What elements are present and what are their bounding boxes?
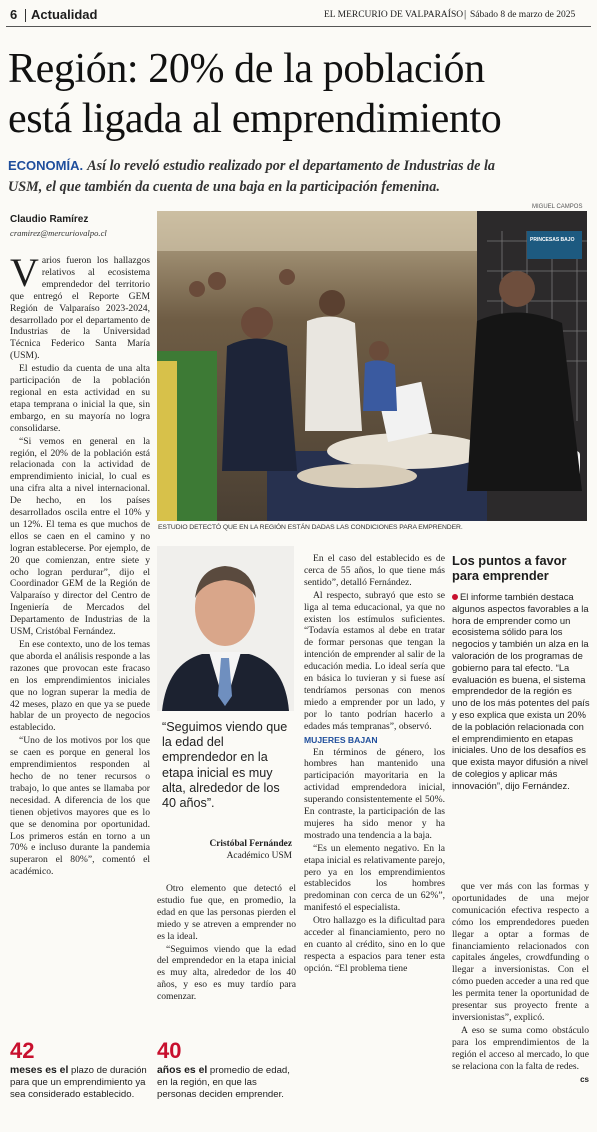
stat-description: plazo de duración para que un emprendimiento ya sea considerado establecido. <box>10 1065 147 1100</box>
deck-kicker: ECONOMÍA. <box>8 158 84 173</box>
sidebar-paragraph: El informe también destaca algunos aspectos favorables a la hora de emprender como un ecosistema sólido para los negocios y también un alza en la valoración de los programas de gobierno para tal efecto. “La evaluación es buena, el sistema emprendedor de la región es uno de los más potentes del país y eso explica que exista un 20% de la población relacionada con el emprendimiento en etapas iniciales. Uno de los desafíos es que exista mayor difusión a nivel de colegios y aplicar más innovación”, dijo Fernández. <box>452 591 590 791</box>
quote-role: Académico USM <box>226 851 292 861</box>
sidebar-title-line-2: para emprender <box>452 568 549 583</box>
market-scene-image <box>157 211 587 521</box>
photo-credit: MIGUEL CAMPOS <box>532 204 583 210</box>
stat-box-1 <box>10 1040 150 1101</box>
column-4-lower <box>452 881 589 1085</box>
sidebar-bullet <box>452 594 458 600</box>
page-number: 6 <box>10 7 18 22</box>
issue-date: Sábado 8 de marzo de 2025 <box>470 10 576 20</box>
column-2-lower <box>157 883 296 1004</box>
stat-box-2 <box>157 1040 297 1101</box>
col1-paragraph-2: El estudio da cuenta de una alta participación de la población regional en esta actividad en su etapa temprana o inicial la que, sin embargo, en su mayoría no logra consolidarse. <box>10 363 150 434</box>
deck-line-2: USM, el que también da cuenta de una baja en la participación femenina. <box>8 179 440 195</box>
portrait-photo <box>157 546 294 711</box>
pull-quote: “Seguimos viendo que la edad del emprendedor en la etapa inicial es muy alta, alrededor de los 40 años”. <box>162 720 288 811</box>
col2-paragraph-1: Otro elemento que detectó el estudio fue que, en promedio, la edad en que las personas pierden el miedo y se atreven a emprender no es la ideal. <box>157 883 296 942</box>
headline-line-2: está ligada al emprendimiento <box>8 96 502 142</box>
subhead-women: MUJERES BAJAN <box>304 734 378 745</box>
quote-author: Cristóbal Fernández <box>209 839 292 849</box>
col1-paragraph-4: En ese contexto, uno de los temas que aborda el análisis responde a las razones que provocan este fracaso en los emprendimientos iniciales que no logran superar la media de 42 meses, plazo en que ya se puede hablar de un proyecto de negocios establecido. <box>10 639 150 734</box>
headline <box>8 44 592 144</box>
stat-bold-label: años es el <box>157 1065 208 1076</box>
photo-caption: ESTUDIO DETECTÓ QUE EN LA REGIÓN ESTÁN DADAS LAS CONDICIONES PARA EMPRENDER. <box>158 524 463 531</box>
main-photo <box>157 211 587 521</box>
stat-number: 42 <box>10 1038 35 1063</box>
col3-paragraph-2: Al respecto, subrayó que esto se liga al tema educacional, ya que no existen los estímulos suficientes. “Todavía estamos al debe en tratar de formar personas que tengan la intención de emprender al salir de la educación media. Lo ideal sería que en básica lo tuvieran y si fuese así tendríamos personas con menos miedo a emprender por un lado, y por lo tanto podrían hacerlo a edades más tempranas”, observó. <box>304 589 445 732</box>
col2-paragraph-2: “Seguimos viendo que la edad del emprendedor en la etapa inicial es muy alta, alrededor de los 40 años, y eso es muy tardío para comenzar. <box>157 943 296 1003</box>
sidebar <box>452 553 590 792</box>
sidebar-title-line-1: Los puntos a favor <box>452 553 567 568</box>
column-3 <box>304 553 445 976</box>
col3-paragraph-5: Otro hallazgo es la dificultad para acceder al financiamiento, pero no en cuanto al crédito, sino en lo que respecta a espacios para tener esta opción. “El problema tiene <box>304 915 445 974</box>
byline-email: cramirez@mercuriovalpo.cl <box>10 228 107 238</box>
col4-paragraph-1: que ver más con las formas y oportunidades de una mejor comunicación efectiva respecto a cómo los emprendedores pueden llegar a optar a formas de financiamiento relacionados con capitales ángeles, crowdfunding o llegar a inversionistas. Con el cómo pueden acceder a una red que les permita tener la oportunidad de presentar sus proyecto frente a inversionistas”, explicó. <box>452 881 589 1023</box>
date-divider: | <box>464 8 467 20</box>
portrait-image <box>157 546 294 711</box>
dropcap: V <box>10 250 39 295</box>
byline-author: Claudio Ramírez <box>10 214 89 225</box>
col1-paragraph-1: arios fueron los hallazgos relativos al ecosistema emprendedor del territorio que entregó el Reporte GEM Región de Valparaíso 2023-2024, desarrollado por el departamento de Industrias de la Universidad Técnica Federico Santa María (USM). <box>10 255 150 362</box>
newspaper-name: EL MERCURIO DE VALPARAÍSO <box>324 10 464 20</box>
stat-description: promedio de edad, en la región, en que las personas deciden emprender. <box>157 1065 290 1100</box>
stat-number: 40 <box>157 1038 182 1063</box>
stall-sign: PRINCESAS BAJO <box>530 237 575 243</box>
stat-bold-label: meses es el <box>10 1065 69 1076</box>
deck-line-1: Así lo reveló estudio realizado por el departamento de Industrias de la <box>87 158 496 174</box>
col3-paragraph-1: En el caso del establecido es de cerca de 55 años, lo que tiene más sentido”, detalló Fernández. <box>304 553 445 588</box>
col3-paragraph-4: “Es un elemento negativo. En la etapa inicial es relativamente parejo, pero ya en los emprendimientos establecidos los hombres predominan con cerca de un 62%”, manifestó el especialista. <box>304 842 445 914</box>
col1-paragraph-3: “Si vemos en general en la región, el 20% de la población está relacionada con la actividad de emprendimiento inicial, lo cual es una cifra alta a nivel internacional. De hecho, en los países desarrollados oscila entre el 10% y un 12%. El tema es que muchos de ellos se caen en el camino y no logran establecerse. Por ejemplo, de 20 que comienzan, entre siete y ocho logran perdurar”, dijo el Coordinador GEM de la Región de Valparaíso y director del Centro de Ingeniería de Mercados del Departamento de Industrias de la USM, Cristóbal Fernández. <box>10 435 150 638</box>
col3-paragraph-3: En términos de género, los hombres han mantenido una participación mayoritaria en la actividad emprendedora inicial, superando consistentemente el 50%. En contraste, la participación de las mujeres ha sido menor y ha mostrado una tendencia a la baja. <box>304 746 445 841</box>
page-header <box>6 6 591 27</box>
col1-paragraph-5: “Uno de los motivos por los que se caen es porque en general los emprendimientos responden al hecho de no tener recursos o trabajo, lo que antes se llamaba por necesidad. A diferencia de los que tienen objetivos mayores que es lo que se denomina por oportunidad. Los primeros están en torno a un 70% e incluso durante la pandemia superaron el 80%”, comentó el académico. <box>10 735 150 878</box>
column-1 <box>10 250 150 879</box>
deck <box>8 155 592 198</box>
col4-paragraph-2: A eso se suma como obstáculo para los emprendimientos de la región el acceso al mercado, lo que se relaciona con la falta de redes. <box>452 1024 589 1072</box>
headline-line-1: Región: 20% de la población <box>8 46 485 92</box>
section-name: Actualidad <box>31 7 98 22</box>
end-mark: cs <box>580 1074 589 1084</box>
header-divider <box>25 9 26 22</box>
